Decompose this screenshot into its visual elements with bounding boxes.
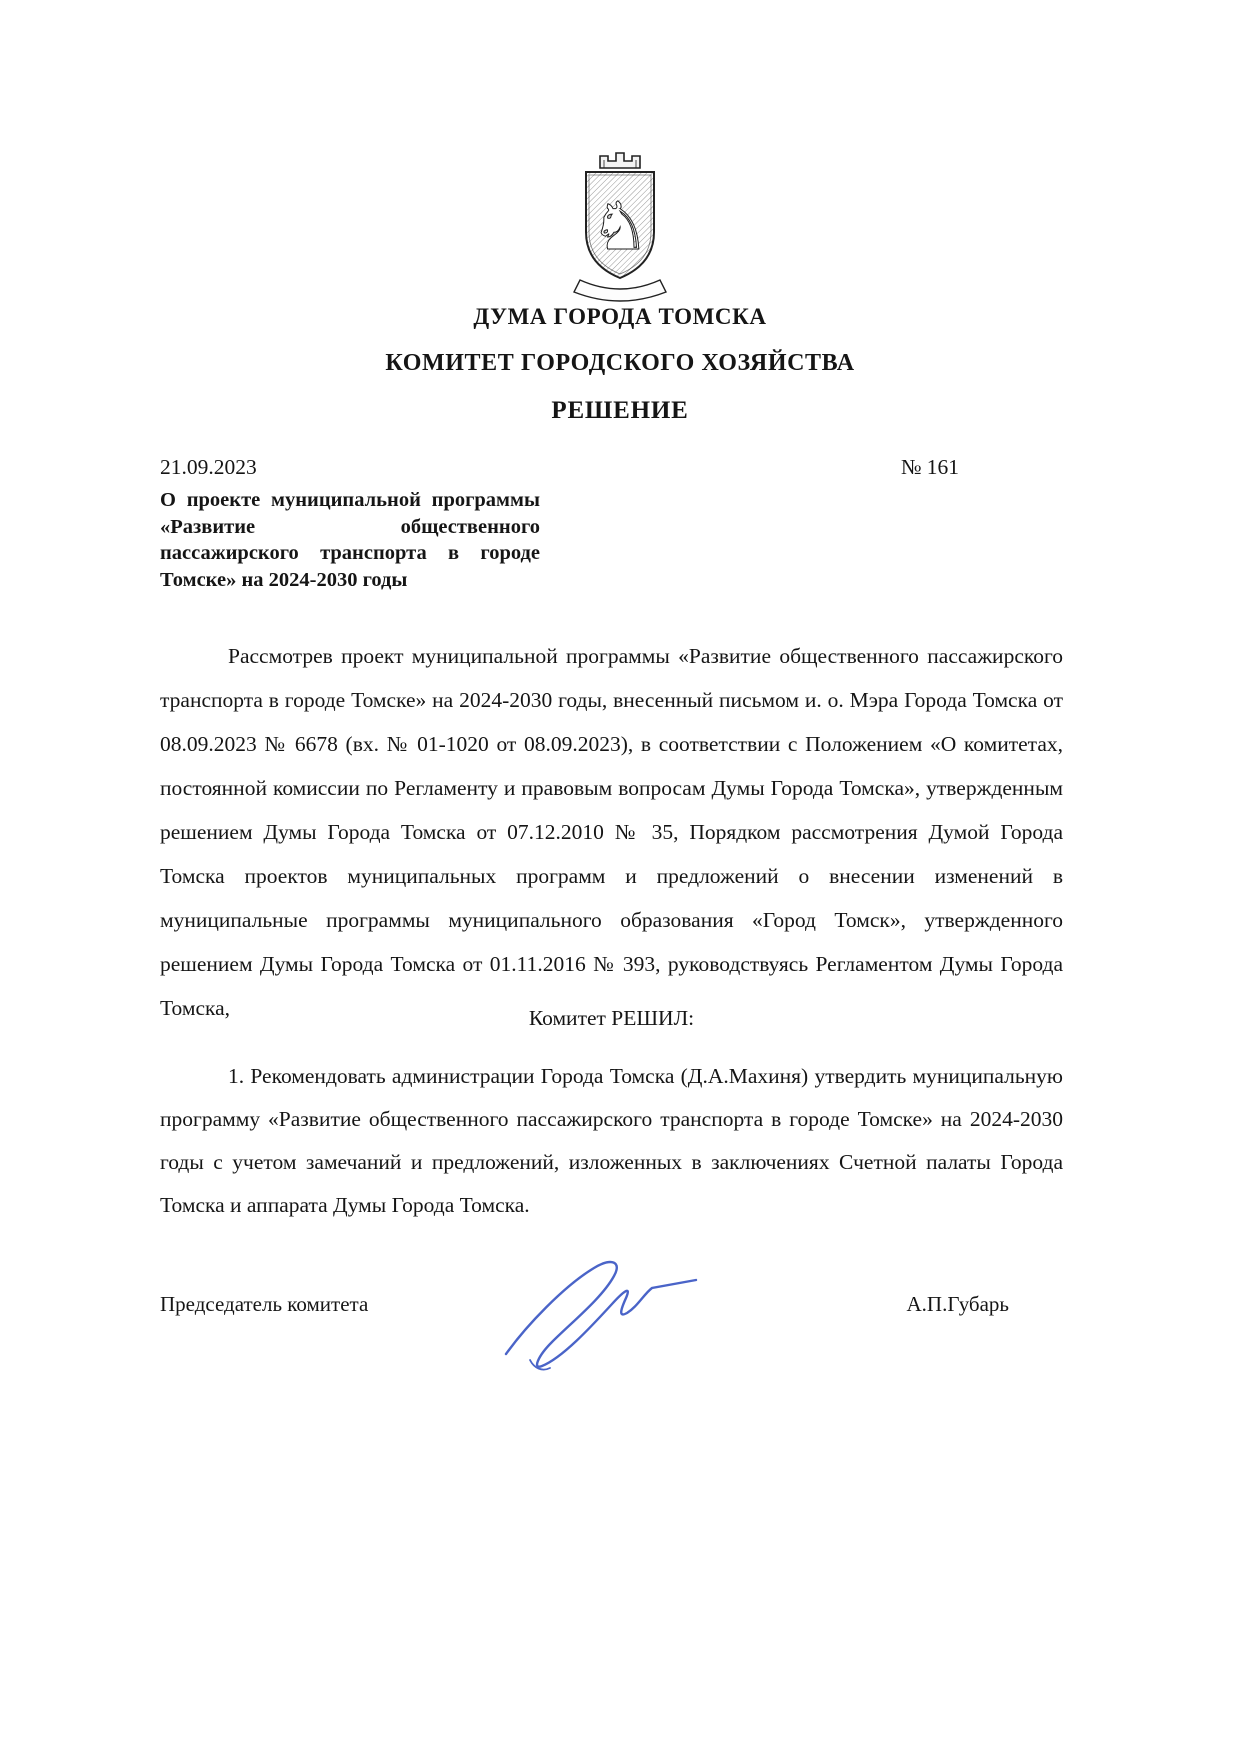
resolution-heading: Комитет РЕШИЛ: bbox=[528, 1006, 695, 1030]
document-number: № 161 bbox=[900, 455, 959, 479]
preamble-paragraph: Рассмотрев проект муниципальной программы «Развитие общественного пассажирского транспорта в городе Томске» на 2024-2030 годы, внесенный письмом и. о. Мэра Города Томска от 08.09.2023 № 6678 (вх. № 01-1020 от 08.09.2023), в соответствии с Положением «О комитетах, постоянной комиссии по Регламенту и правовым вопросам Думы Города Томска», утвержденным решением Думы Города Томска от 07.12.2010 № 35, Порядком рассмотрения Думой Города Томска проектов муниципальных программ и предложений о внесении изменений в муниципальные программы муниципального образования «Город Томск», утвержденного решением Думы Города Томска от 01.11.2016 № 393, руководствуясь Регламентом Думы Города Томска, bbox=[160, 644, 1063, 1020]
organization-name: ДУМА ГОРОДА ТОМСКА bbox=[473, 304, 767, 329]
signature-block bbox=[160, 1250, 1063, 1390]
mural-crown-icon bbox=[600, 153, 640, 168]
signer-position: Председатель комитета bbox=[160, 1292, 369, 1316]
horse-icon: ♞ bbox=[590, 188, 650, 265]
tomsk-coat-of-arms-icon bbox=[566, 146, 674, 306]
resolution-item-1: 1. Рекомендовать администрации Города Томска (Д.А.Махиня) утвердить муниципальную программу «Развитие общественного пассажирского транспорта в городе Томске» на 2024-2030 годы с учетом замечаний и предложений, изложенных в заключениях Счетной палаты Города Томска и аппарата Думы Города Томска. bbox=[160, 1064, 1063, 1217]
document-meta-row bbox=[160, 455, 1063, 480]
document-subject: О проекте муниципальной программы «Развитие общественного пассажирского транспорта в городе Томске» на 2024-2030 годы bbox=[160, 489, 540, 591]
handwritten-signature bbox=[490, 1242, 730, 1382]
signer-name: А.П.Губарь bbox=[906, 1292, 1009, 1316]
document-type-title: РЕШЕНИЕ bbox=[551, 397, 689, 424]
ribbon-icon bbox=[574, 280, 666, 301]
document-date: 21.09.2023 bbox=[160, 455, 257, 479]
committee-name: КОМИТЕТ ГОРОДСКОГО ХОЗЯЙСТВА bbox=[385, 350, 855, 376]
